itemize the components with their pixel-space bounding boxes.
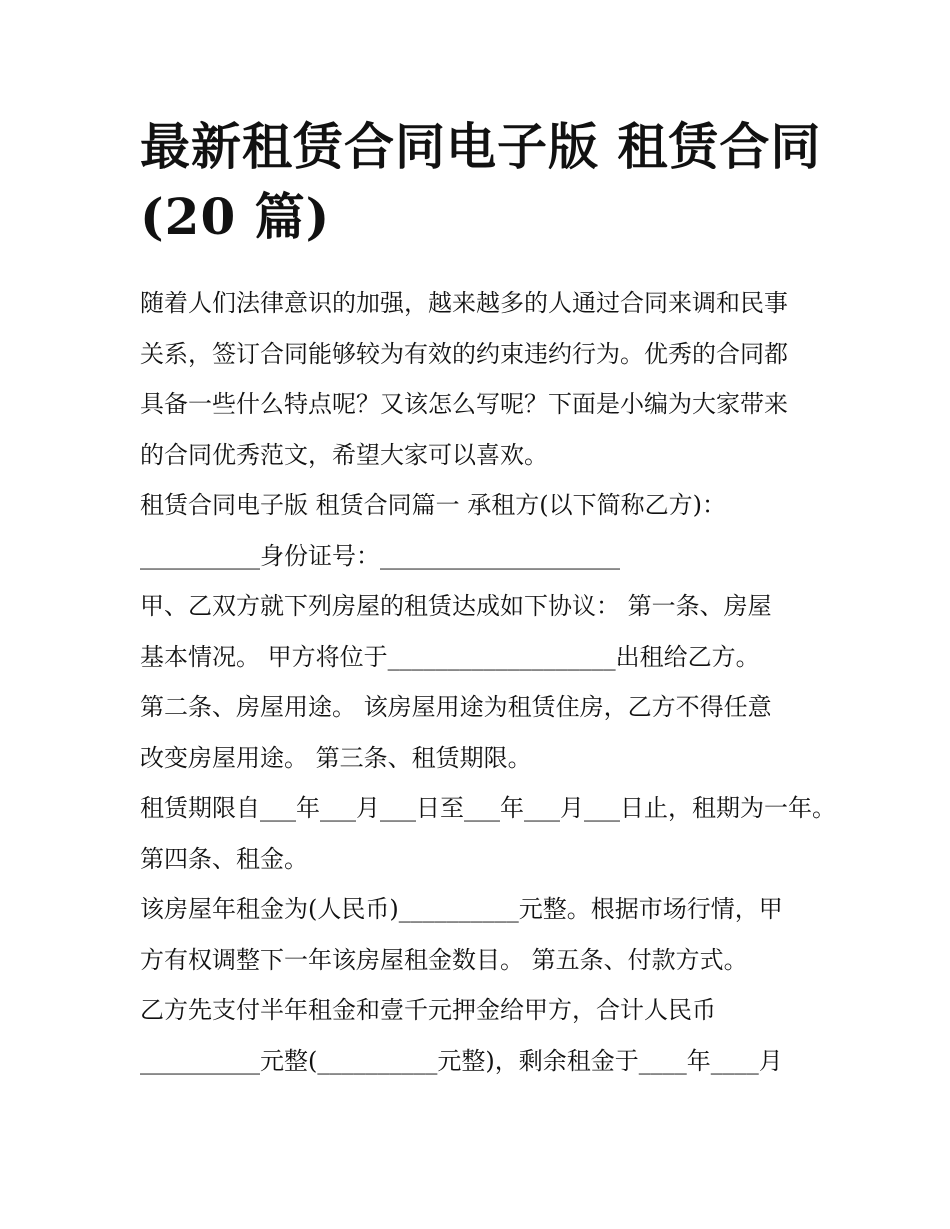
text-line-15: 乙方先支付半年租金和壹千元押金给甲方，合计人民币 bbox=[140, 996, 716, 1024]
text-line-13: 该房屋年租金为(人民币)__________元整。根据市场行情，甲 bbox=[140, 895, 783, 923]
text-line-6: __________身份证号：____________________ bbox=[140, 541, 620, 570]
document-title bbox=[140, 112, 820, 252]
text-line-11: 租赁期限自___年___月___日至___年___月___日止，租期为一年。 bbox=[140, 794, 836, 822]
text-line-2: 关系，签订合同能够较为有效的约束违约行为。优秀的合同都 bbox=[140, 339, 788, 368]
title-line-2: (20 篇) bbox=[140, 187, 331, 246]
text-line-10: 改变房屋用途。 第三条、租赁期限。 bbox=[140, 743, 532, 772]
text-line-5: 租赁合同电子版 租赁合同篇一 承租方(以下简称乙方)： bbox=[140, 491, 726, 519]
title-line-1: 最新租赁合同电子版 租赁合同 bbox=[140, 117, 822, 176]
text-line-14: 方有权调整下一年该房屋租金数目。 第五条、付款方式。 bbox=[140, 945, 748, 974]
document-body bbox=[140, 278, 836, 1086]
text-line-7: 甲、乙双方就下列房屋的租赁达成如下协议： 第一条、房屋 bbox=[140, 592, 772, 620]
text-line-1: 随着人们法律意识的加强，越来越多的人通过合同来调和民事 bbox=[140, 289, 788, 317]
text-line-9: 第二条、房屋用途。 该房屋用途为租赁住房，乙方不得任意 bbox=[140, 693, 772, 721]
text-line-16: __________元整(__________元整)，剩余租金于____年____月 bbox=[140, 1046, 783, 1075]
text-line-12: 第四条、租金。 bbox=[140, 844, 308, 873]
text-line-3: 具备一些什么特点呢？又该怎么写呢？下面是小编为大家带来 bbox=[140, 390, 788, 418]
text-line-8: 基本情况。 甲方将位于___________________出租给乙方。 bbox=[140, 642, 760, 671]
text-line-4: 的合同优秀范文，希望大家可以喜欢。 bbox=[140, 440, 548, 469]
document-page bbox=[140, 112, 836, 1086]
